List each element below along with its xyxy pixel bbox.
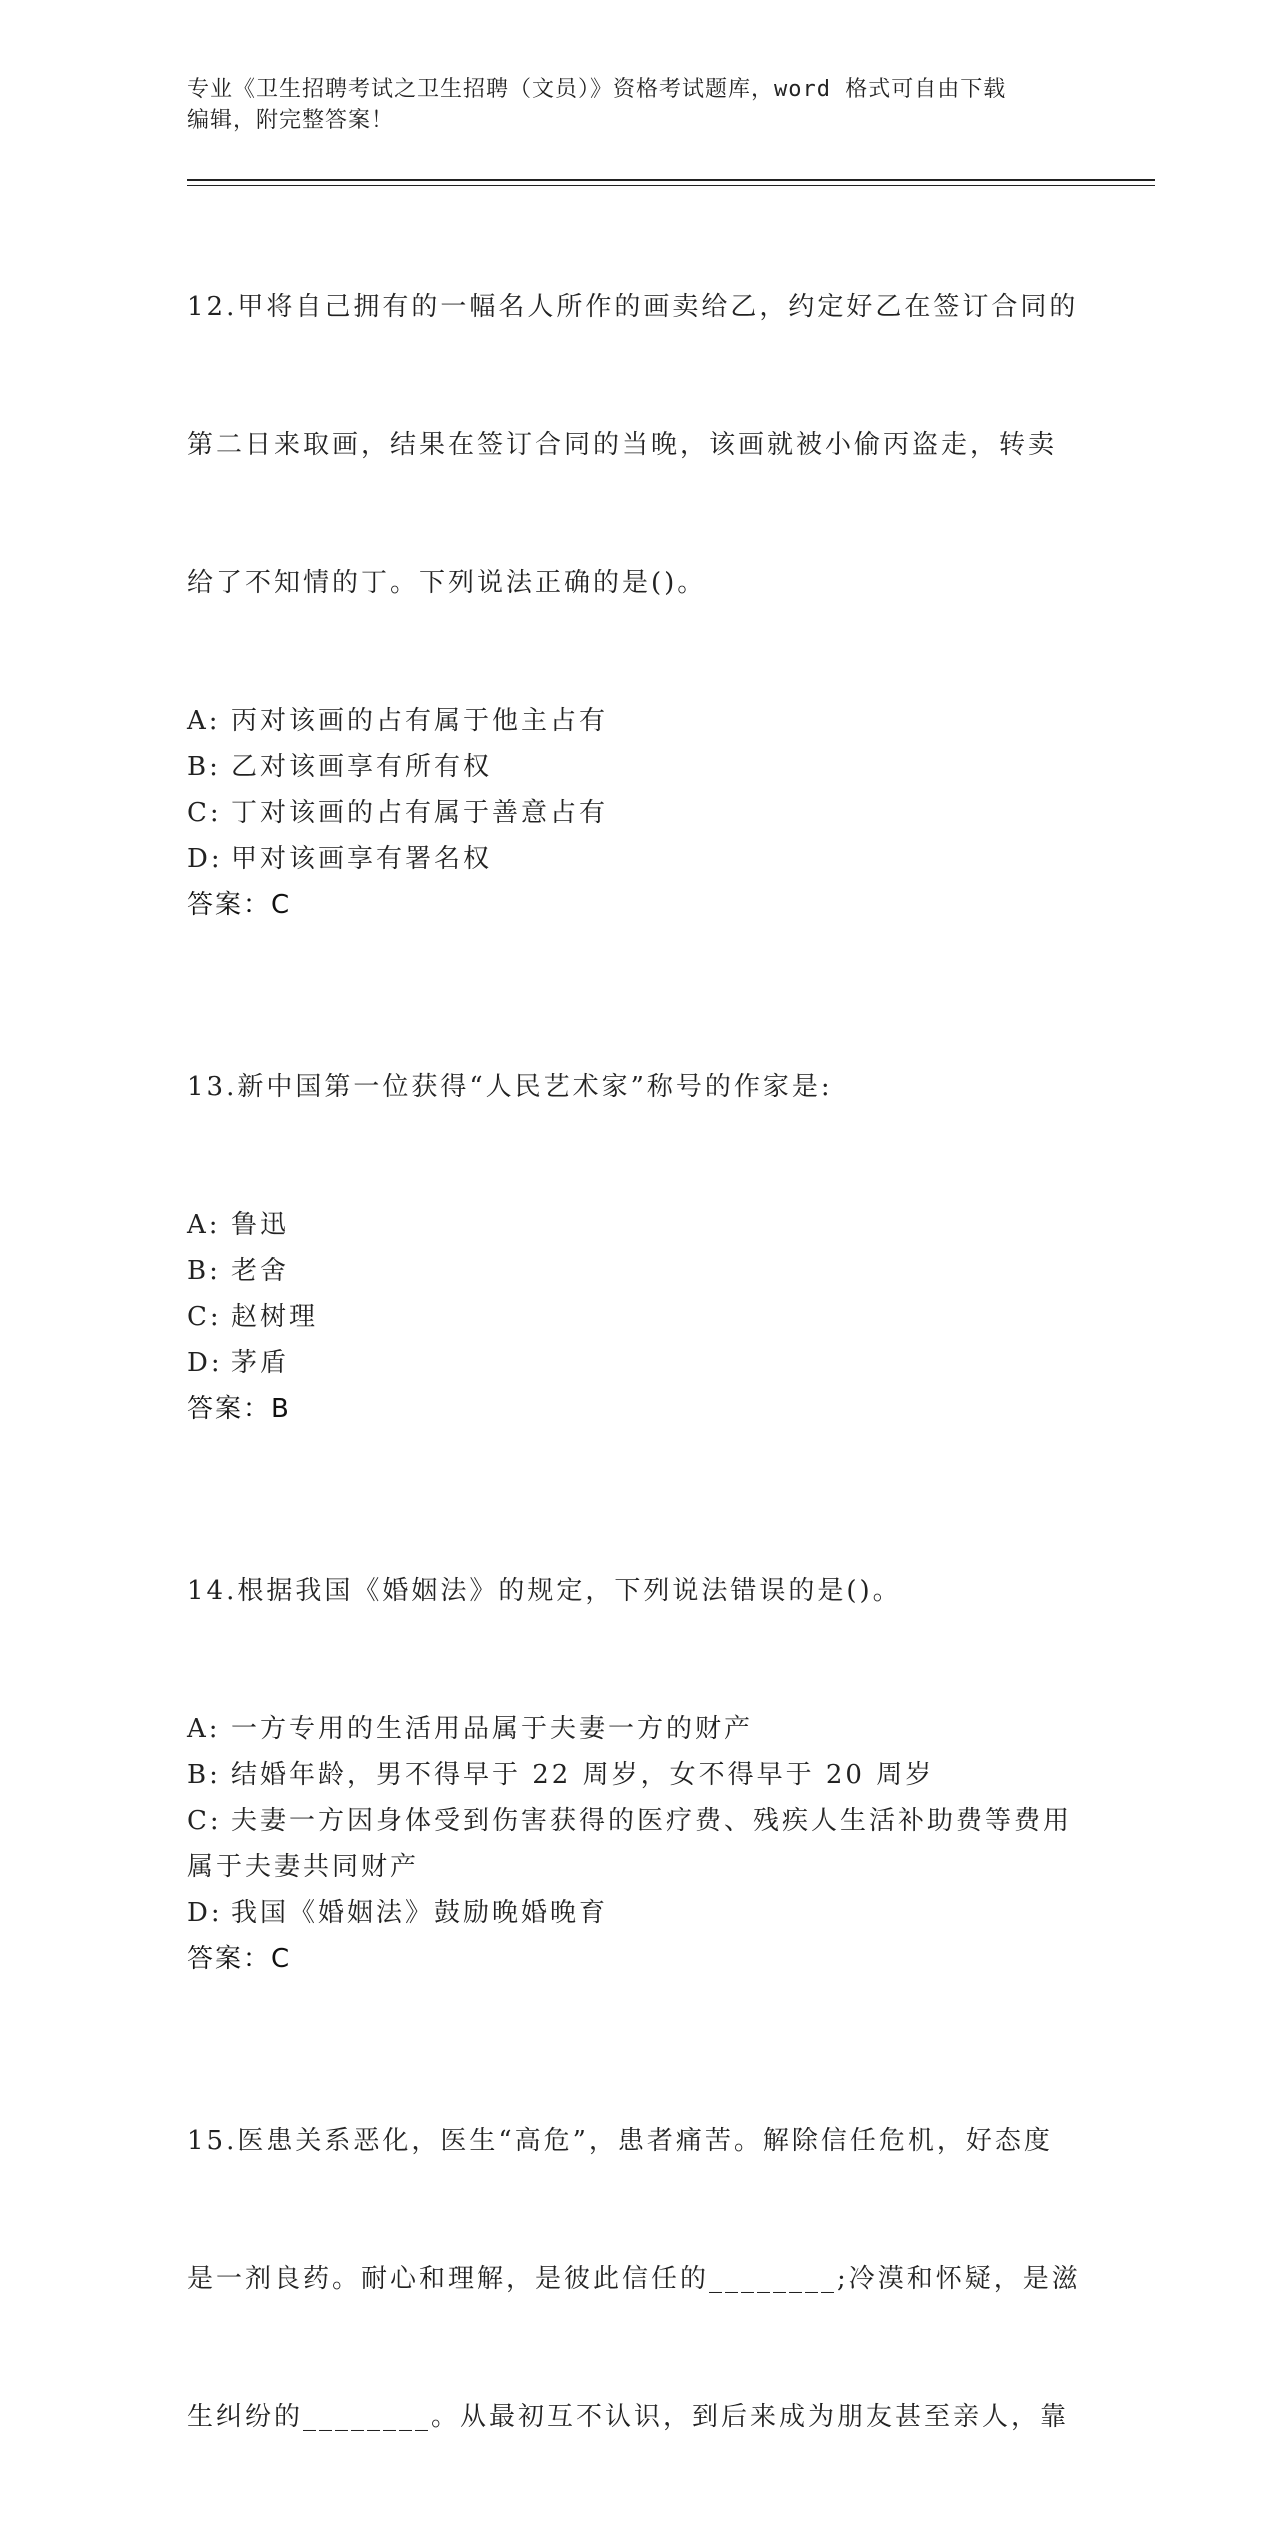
option-b xyxy=(187,744,1087,790)
option-text: 一方专用的生活用品属于夫妻一方的财产 xyxy=(231,1714,754,1744)
option-letter: C: xyxy=(187,1302,222,1332)
option-text: 甲对该画享有署名权 xyxy=(231,844,493,874)
stem-line: 12.甲将自己拥有的一幅名人所作的画卖给乙，约定好乙在签订合同的 xyxy=(187,292,1079,322)
question-13 xyxy=(187,972,1087,1432)
answer-line: 答案：B xyxy=(187,1394,291,1424)
option-text: 老舍 xyxy=(231,1256,290,1286)
question-stem xyxy=(187,972,1087,1202)
option-text: 夫妻一方因身体受到伤害获得的医疗费、残疾人生活补助费等费用 xyxy=(231,1806,1073,1836)
option-text: 我国《婚姻法》鼓励晚婚晚育 xyxy=(231,1898,609,1928)
option-c xyxy=(187,1798,1087,1844)
option-letter: D: xyxy=(187,1898,223,1928)
option-letter: B: xyxy=(187,1760,221,1790)
answer-line: 答案：C xyxy=(187,890,292,920)
stem-line: 14.根据我国《婚姻法》的规定，下列说法错误的是()。 xyxy=(187,1576,902,1606)
option-letter: B: xyxy=(187,1256,221,1286)
question-15 xyxy=(187,2026,1087,2532)
stem-line: 13.新中国第一位获得“人民艺术家”称号的作家是: xyxy=(187,1072,833,1102)
question-stem xyxy=(187,192,1087,698)
option-letter: C: xyxy=(187,1806,222,1836)
option-text: 丁对该画的占有属于善意占有 xyxy=(231,798,609,828)
stem-line: 给了不知情的丁。下列说法正确的是()。 xyxy=(187,568,707,598)
option-letter: A: xyxy=(187,706,221,736)
option-a xyxy=(187,1706,1087,1752)
stem-line: 第二日来取画，结果在签订合同的当晚，该画就被小偷丙盗走，转卖 xyxy=(187,430,1058,460)
document-header xyxy=(187,74,1067,136)
spacer xyxy=(187,1982,1087,2026)
option-c xyxy=(187,1294,1087,1340)
option-a xyxy=(187,1202,1087,1248)
header-line-1: 专业《卫生招聘考试之卫生招聘（文员）》资格考试题库，word 格式可自由下载 xyxy=(187,77,1007,102)
option-a xyxy=(187,698,1087,744)
option-letter: A: xyxy=(187,1210,221,1240)
option-d xyxy=(187,1340,1087,1386)
option-letter: A: xyxy=(187,1714,221,1744)
option-letter: D: xyxy=(187,1348,223,1378)
option-d xyxy=(187,1890,1087,1936)
header-line-2: 编辑，附完整答案！ xyxy=(187,108,395,133)
question-14 xyxy=(187,1476,1087,1982)
option-c-continuation: 属于夫妻共同财产 xyxy=(187,1852,420,1882)
answer-line: 答案：C xyxy=(187,1944,292,1974)
option-b xyxy=(187,1248,1087,1294)
option-text: 鲁迅 xyxy=(231,1210,290,1240)
question-stem xyxy=(187,2026,1087,2532)
question-list xyxy=(187,192,1087,2532)
option-letter: C: xyxy=(187,798,222,828)
stem-line: 15.医患关系恶化，医生“高危”，患者痛苦。解除信任危机，好态度 xyxy=(187,2126,1053,2156)
question-stem xyxy=(187,1476,1087,1706)
option-text: 赵树理 xyxy=(231,1302,319,1332)
stem-line: 生纠纷的________。从最初互不认识，到后来成为朋友甚至亲人，靠 xyxy=(187,2402,1070,2432)
option-letter: D: xyxy=(187,844,223,874)
spacer xyxy=(187,1432,1087,1476)
spacer xyxy=(187,928,1087,972)
option-b xyxy=(187,1752,1087,1798)
stem-line: 是一剂良药。耐心和理解，是彼此信任的________;冷漠和怀疑，是滋 xyxy=(187,2264,1081,2294)
option-text: 丙对该画的占有属于他主占有 xyxy=(231,706,609,736)
option-d xyxy=(187,836,1087,882)
header-divider-thin xyxy=(187,185,1155,186)
option-text: 结婚年龄，男不得早于 22 周岁，女不得早于 20 周岁 xyxy=(231,1760,935,1790)
option-text: 茅盾 xyxy=(231,1348,290,1378)
option-c xyxy=(187,790,1087,836)
option-letter: B: xyxy=(187,752,221,782)
option-text: 乙对该画享有所有权 xyxy=(231,752,493,782)
question-12 xyxy=(187,192,1087,928)
header-divider-thick xyxy=(187,179,1155,181)
